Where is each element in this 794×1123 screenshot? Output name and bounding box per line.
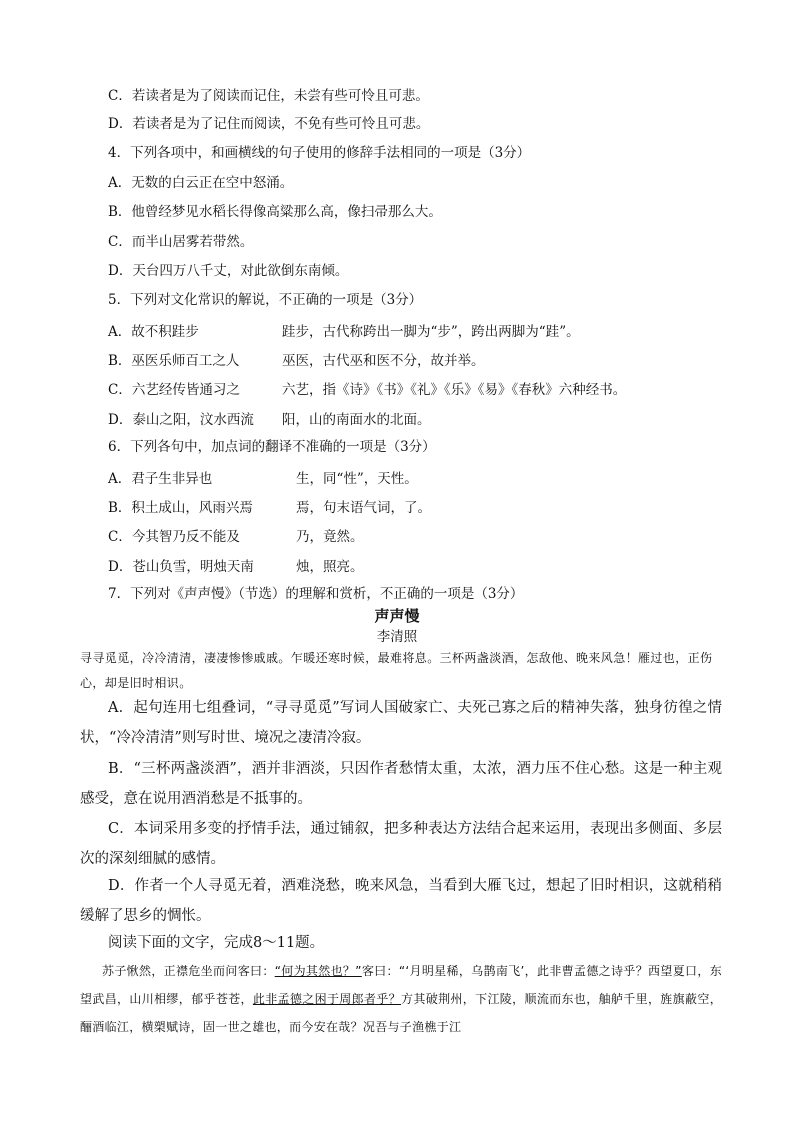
q6-option-c-term: C．今其智乃反不能及 — [108, 529, 240, 545]
q4-option-b: B．他曾经梦见水稻长得像高粱那么高，像扫帚那么大。 — [108, 204, 442, 220]
q5-option-c-term: C．六艺经传皆通习之 — [108, 382, 240, 398]
reading-intro: 阅读下面的文字，完成8～11题。 — [108, 935, 325, 951]
poem-author: 李清照 — [376, 629, 418, 645]
passage-part-3: 客曰：“‘月明星稀，乌鹊南飞’，此非曹孟德之诗乎？西望夏口，东望武昌，山川相缪，郁乎苍苍， — [80, 964, 723, 1006]
q5-option-d-note: 阳，山的南面水的北面。 — [282, 412, 431, 428]
q7-option-d: D．作者一个人寻觅无着，酒难浇愁，晚来风急，当看到大雁飞过，想起了旧时相识，这就稍稍缓解了思乡的惆怅。 — [80, 878, 722, 924]
q5-option-b-term: B．巫医乐师百工之人 — [108, 353, 240, 369]
q4-option-c: C．而半山居雾若带然。 — [108, 234, 254, 250]
question-6: 6．下列各句中，加点词的翻译不准确的一项是（3分） — [108, 439, 436, 455]
q7-option-a: A．起句连用七组叠词，“寻寻觅觅”写词人国破家亡、夫死己寡之后的精神失落，独身彷徨之情状，“冷冷清清”则写时世、境况之凄清冷寂。 — [80, 700, 722, 746]
q6-option-b-note: 焉，句末语气词，了。 — [296, 500, 431, 516]
passage-part-1: 苏子愀然，正襟危坐而问客曰： — [102, 964, 275, 978]
q3-option-c: C．若读者是为了阅读而记住，未尝有些可怜且可悲。 — [108, 88, 429, 104]
reading-passage — [80, 957, 722, 1041]
passage-part-5: 方其破荆州，下江陵，顺流而东也，舳舻千里，旌旗蔽空，酾酒临江，横槊赋诗，固一世之雄也，而今安在哉？况吾与子渔樵于江 — [80, 992, 722, 1034]
q6-option-d-term: D．苍山负雪，明烛天南 — [108, 559, 254, 575]
q5-option-a-term: A．故不积跬步 — [108, 324, 199, 340]
q4-option-a: A．无数的白云正在空中怒涌。 — [108, 175, 294, 191]
q7-option-c: C．本词采用多变的抒情手法，通过铺叙，把多种表达方法结合起来运用，表现出多侧面、多层次的深刻细腻的感情。 — [80, 821, 722, 867]
q5-option-b-note: 巫医，古代巫和医不分，故并举。 — [282, 353, 485, 369]
q6-option-a-note: 生，同“性”，天性。 — [296, 471, 418, 487]
q5-option-d-term: D．泰山之阳，汶水西流 — [108, 412, 254, 428]
q6-option-d-note: 烛，照亮。 — [296, 559, 364, 575]
q5-option-c-note: 六艺，指《诗》《书》《礼》《乐》《易》《春秋》六种经书。 — [282, 382, 627, 398]
q6-option-b-term: B．积土成山，风雨兴焉 — [108, 500, 253, 516]
q7-option-b: B．“三杯两盏淡酒”，酒并非酒淡，只因作者愁情太重，太浓，酒力压不住心愁。这是一种主观感受，意在说用酒消愁是不抵事的。 — [80, 761, 722, 807]
underlined-question: “何为其然也？” — [274, 964, 362, 978]
poem-text: 寻寻觅觅，冷冷清清，凄凄惨惨戚戚。乍暖还寒时候，最难将息。三杯两盏淡酒，怎敌他、晚来风急！雁过也，正伤心，却是旧时相识。 — [80, 651, 713, 690]
q3-option-d: D．若读者是为了记住而阅读，不免有些可怜且可悲。 — [108, 116, 430, 132]
q6-option-c-note: 乃，竟然。 — [296, 529, 364, 545]
underlined-sentence: 此非孟德之困于周郎者乎？ — [252, 992, 402, 1006]
poem-title: 声声慢 — [374, 607, 420, 625]
q5-option-a-note: 跬步，古代称跨出一脚为“步”，跨出两脚为“跬”。 — [282, 324, 580, 340]
q6-option-a-term: A．君子生非异也 — [108, 471, 213, 487]
question-4: 4．下列各项中，和画横线的句子使用的修辞手法相同的一项是（3分） — [108, 145, 531, 161]
q4-option-d: D．天台四万八千丈，对此欲倒东南倾。 — [108, 263, 349, 279]
question-5: 5．下列对文化常识的解说，不正确的一项是（3分） — [108, 292, 423, 308]
question-7: 7．下列对《声声慢》（节选）的理解和赏析，不正确的一项是（3分） — [108, 586, 524, 602]
